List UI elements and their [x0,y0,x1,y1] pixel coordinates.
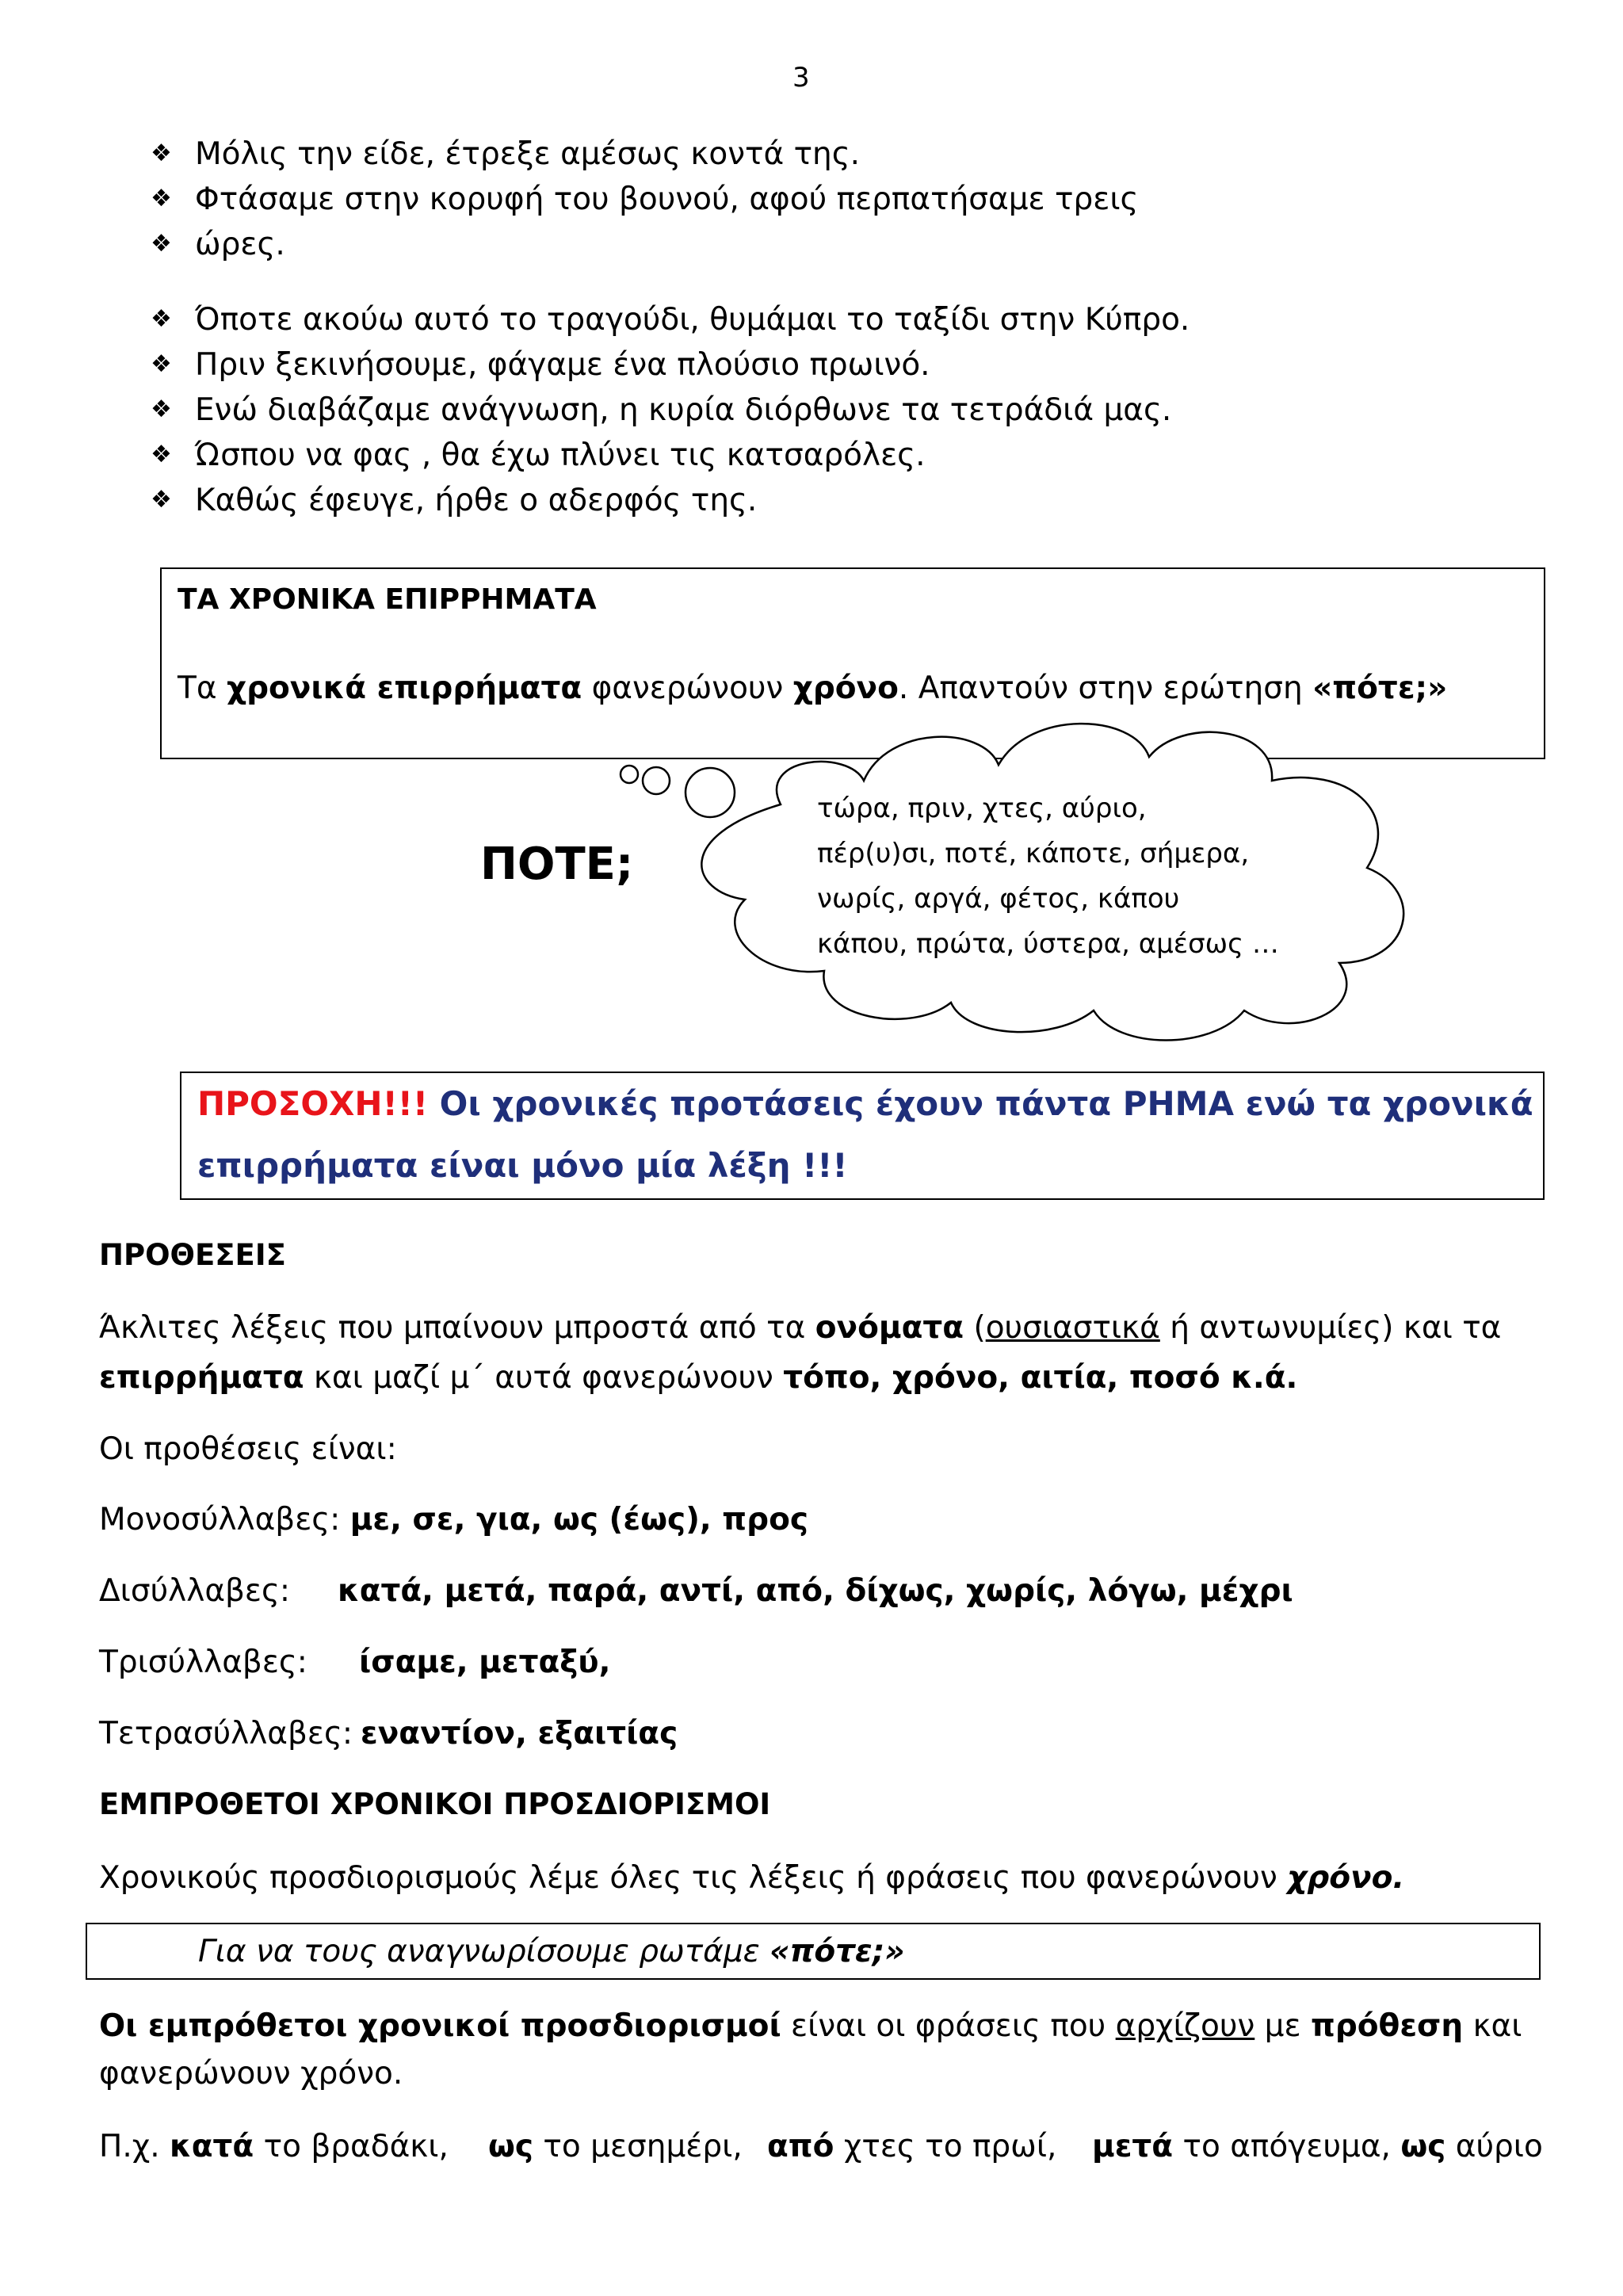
list-item: ❖ Καθώς έφευγε, ήρθε ο αδερφός της. [151,483,758,518]
preposition-row-words: ίσαμε, μεταξύ, [359,1645,611,1680]
temporal-definition: Χρονικούς προσδιορισμούς λέμε όλες τις λέξεις ή φράσεις που φανερώνουν χρόνο. [99,1860,1405,1896]
page-number: 3 [792,62,810,94]
bullet-diamond-icon: ❖ [151,185,172,212]
question-box [86,1923,1541,1980]
bullet-diamond-icon: ❖ [151,305,172,333]
prepositions-def-line-2: επιρρήματα και μαζί μ΄ αυτά φανερώνουν τόπο, χρόνο, αιτία, ποσό κ.ά. [99,1360,1298,1396]
list-item: ❖ Φτάσαμε στην κορυφή του βουνού, αφού περπατήσαμε τρεις [151,181,1139,217]
example-item: από χτες το πρωί, [767,2129,1057,2164]
prepositions-intro: Οι προθέσεις είναι: [99,1431,397,1467]
list-item: ❖ Όποτε ακούω αυτό το τραγούδι, θυμάμαι το ταξίδι στην Κύπρο. [151,302,1190,338]
preposition-row-words: εναντίον, εξαιτίας [361,1716,678,1752]
temporal-paragraph-line-1: Οι εμπρόθετοι χρονικοί προσδιορισμοί είναι οι φράσεις που αρχίζουν με πρόθεση και [99,2008,1522,2044]
question-box-text: Για να τους αναγνωρίσουμε ρωτάμε «πότε;» [198,1934,905,1969]
preposition-row-words: κατά, μετά, παρά, αντί, από, δίχως, χωρίς, λόγω, μέχρι [338,1573,1293,1609]
cloud-text: τώρα, πριν, χτες, αύριο, πέρ(υ)σι, ποτέ, κάποτε, σήμερα, νωρίς, αργά, φέτος, κάπου κάπου, πρώτα, ύστερα, αμέσως … [817,793,1279,960]
pote-label: ΠΟΤΕ; [480,839,634,890]
example-item: μετά το απόγευμα, ως αύριο [1092,2129,1543,2164]
list-item: ❖ ώρες. [151,227,285,262]
attention-line-1: ΠΡΟΣΟΧΗ!!! Οι χρονικές προτάσεις έχουν πάντα ΡΗΜΑ ενώ τα χρονικά [197,1084,1533,1123]
temporal-paragraph-line-2: φανερώνουν χρόνο. [99,2056,403,2092]
list-item: ❖ Πριν ξεκινήσουμε, φάγαμε ένα πλούσιο πρωινό. [151,347,930,383]
bullet-diamond-icon: ❖ [151,395,172,423]
adverbs-box-title: ΤΑ ΧΡΟΝΙΚΑ ΕΠΙΡΡΗΜΑΤΑ [178,583,597,616]
bullet-diamond-icon: ❖ [151,441,172,468]
preposition-row: Τετρασύλλαβες: [99,1716,353,1752]
list-item: ❖ Μόλις την είδε, έτρεξε αμέσως κοντά της. [151,136,861,172]
bullet-diamond-icon: ❖ [151,230,172,258]
attention-box [180,1072,1545,1200]
preposition-row: Τρισύλλαβες: [99,1645,307,1680]
preposition-row: Δισύλλαβες: [99,1573,291,1609]
example-item: ως το μεσημέρι, [488,2129,743,2164]
prepositions-def-line-1: Άκλιτες λέξεις που μπαίνουν μπροστά από τα ονόματα (ουσιαστικά ή αντωνυμίες) και τα [99,1310,1502,1346]
attention-line-2: επιρρήματα είναι μόνο μία λέξη !!! [197,1146,848,1185]
list-item: ❖ Ώσπου να φας , θα έχω πλύνει τις κατσαρόλες. [151,437,926,473]
list-item: ❖ Ενώ διαβάζαμε ανάγνωση, η κυρία διόρθωνε τα τετράδιά μας. [151,392,1172,428]
prepositions-heading: ΠΡΟΘΕΣΕΙΣ [99,1238,286,1272]
preposition-row: Μονοσύλλαβες: με, σε, για, ως (έως), προς [99,1502,808,1538]
bullet-diamond-icon: ❖ [151,486,172,514]
bullet-diamond-icon: ❖ [151,139,172,167]
temporal-heading: ΕΜΠΡΟΘΕΤΟΙ ΧΡΟΝΙΚΟΙ ΠΡΟΣΔΙΟΡΙΣΜΟΙ [99,1787,771,1821]
examples-line: Π.χ. κατά το βραδάκι, [99,2129,449,2164]
bullet-diamond-icon: ❖ [151,350,172,378]
adverbs-box-definition: Τα χρονικά επιρρήματα φανερώνουν χρόνο. Απαντούν στην ερώτηση «πότε;» [178,670,1448,706]
